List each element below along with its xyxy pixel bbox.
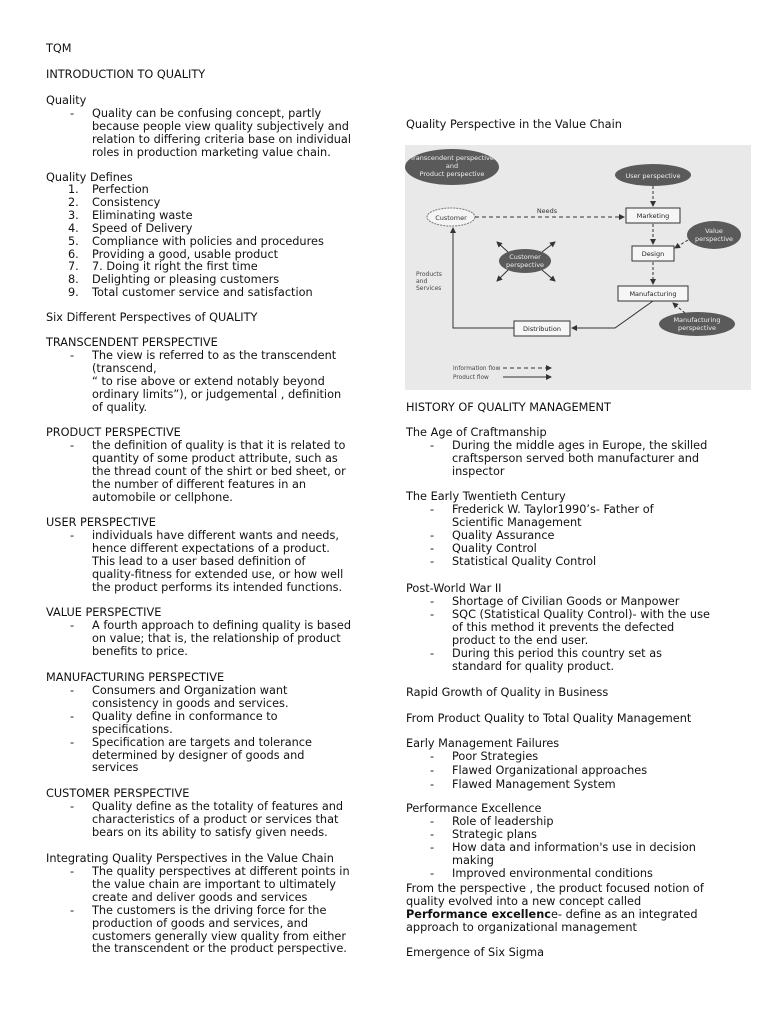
list-item: 6. Providing a good, usable product	[68, 247, 279, 261]
rapid-growth-heading: Rapid Growth of Quality in Business	[406, 686, 609, 699]
list-item: 8. Delighting or pleasing customers	[68, 273, 280, 287]
postwar-bullets: - Shortage of Civilian Goods or Manpower - SQC (Statistical Quality Control)- with the use of this method it prevents the defected product to the end user. - During this period this country set as standard for quality product.	[430, 595, 710, 673]
products-services-text: Services	[416, 285, 442, 292]
failures-bullets	[406, 751, 647, 792]
list-item: 7. 7. Doing it right the first time	[68, 260, 258, 274]
performance-excellence-bold: Performance excellenc	[406, 907, 551, 921]
value-perspective-text: Value	[705, 227, 723, 235]
value-bullet: - A fourth approach to defining quality is based on value; that is, the relationship of product benefits to price.	[70, 619, 351, 658]
list-item: 1. Perfection	[68, 183, 149, 196]
customer-perspective-text: perspective	[505, 261, 545, 269]
craftsmanship-heading: The Age of Craftmanship	[406, 426, 547, 439]
twentieth-heading: The Early Twentieth Century	[406, 490, 566, 503]
transcendent-text: and	[445, 162, 459, 170]
craftsmanship-bullet: - During the middle ages in Europe, the skilled craftsperson served both manufacturer and inspector	[430, 439, 708, 478]
user-perspective-text: User perspective	[625, 172, 681, 180]
customer-perspective-text: Customer	[509, 253, 541, 261]
marketing-text: Marketing	[636, 212, 670, 220]
manufacturing-bullets: - Consumers and Organization want consistency in goods and services. - Quality define in conformance to specifications. - Specification are targets and tolerance determined by designer of goods and services	[70, 684, 312, 775]
products-services-text: Products	[416, 271, 442, 278]
defines-list	[46, 184, 324, 300]
customer-bullet: - Quality define as the totality of features and characteristics of a product or services that bears on its ability to satisfy given needs.	[70, 800, 344, 839]
design-text: Design	[641, 250, 665, 258]
doc-title: TQM	[46, 42, 72, 55]
value-perspective-text: perspective	[694, 235, 734, 243]
transcendent-heading: TRANSCENDENT PERSPECTIVE	[46, 336, 218, 349]
manufacturing-perspective-text: Manufacturing	[673, 316, 721, 324]
list-item: 9. Total customer service and satisfaction	[68, 286, 313, 300]
product-heading: PRODUCT PERSPECTIVE	[46, 426, 181, 439]
user-bullet: - individuals have different wants and needs, hence different expectations of a product. This lead to a user based definition of quality-fitness for extended use, or how well the product performs its intended functions.	[70, 529, 344, 594]
customer-heading: CUSTOMER PERSPECTIVE	[46, 787, 190, 800]
needs-text: Needs	[536, 207, 558, 215]
list-item: 3. Eliminating waste	[68, 208, 193, 222]
quality-bullet: - Quality can be confusing concept, partly because people view quality subjectively and relation to differing criteria base on individual roles in production marketing value chain.	[70, 107, 351, 159]
list-item: 2. Consistency	[68, 195, 161, 209]
figure-caption: Quality Perspective in the Value Chain	[406, 118, 622, 131]
postwar-heading: Post-World War II	[406, 582, 502, 595]
defines-label: Quality Defines	[46, 171, 133, 184]
integrating-bullets: - The quality perspectives at different points in the value chain are important to ultimately create and deliver goods and services - The customers is the driving force for the production of goods and services, and customers generally view quality from either the transcendent or the product perspective.	[70, 865, 350, 956]
manufacturing-text: Manufacturing	[629, 290, 677, 298]
distribution-text: Distribution	[523, 325, 561, 333]
performance-heading: Performance Excellence	[406, 802, 542, 815]
manufacturing-heading: MANUFACTURING PERSPECTIVE	[46, 671, 225, 684]
list-item: - Flawed Management System	[430, 777, 616, 791]
info-flow-text: Information flow	[453, 366, 501, 372]
from-product-heading: From Product Quality to Total Quality Management	[406, 712, 692, 725]
integrating-heading: Integrating Quality Perspectives in the Value Chain	[46, 852, 334, 865]
transcendent-text: Product perspective	[419, 170, 485, 178]
customer-text: Customer	[435, 214, 467, 222]
list-item: - Flawed Organizational approaches	[430, 763, 648, 777]
quality-label: Quality	[46, 94, 87, 107]
product-bullet: - the definition of quality is that it is related to quantity of some product attribute, such as the thread count of the shirt or bed sheet, or the number of different features in an automobile or cellphone.	[70, 439, 346, 504]
products-services-text: and	[416, 278, 428, 285]
performance-paragraph: From the perspective , the product focused notion of quality evolved into a new concept called Performance excellence- define as an integrated approach to organizational management	[406, 882, 704, 934]
six-perspectives-heading: Six Different Perspectives of QUALITY	[46, 311, 258, 324]
failures-heading: Early Management Failures	[406, 737, 560, 750]
history-heading: HISTORY OF QUALITY MANAGEMENT	[406, 401, 611, 414]
performance-bullets: - Role of leadership - Strategic plans - How data and information's use in decision making - Improved environmental conditions	[430, 815, 696, 880]
transcendent-bullet: - The view is referred to as the transcendent (transcend, “ to rise above or extend notably beyond ordinary limits”), or judgemental , definition of quality.	[70, 349, 342, 414]
manufacturing-perspective-text: perspective	[677, 324, 717, 332]
twentieth-bullets: - Frederick W. Taylor1990’s- Father of Scientific Management - Quality Assurance - Quality Control - Statistical Quality Control	[430, 503, 654, 568]
value-chain-figure	[405, 145, 751, 390]
value-heading: VALUE PERSPECTIVE	[46, 606, 162, 619]
list-item: - Poor Strategies	[430, 750, 539, 763]
user-heading: USER PERSPECTIVE	[46, 516, 156, 529]
intro-heading: INTRODUCTION TO QUALITY	[46, 68, 206, 81]
product-flow-text: Product flow	[453, 375, 489, 381]
transcendent-text: Transcendent perspective	[410, 154, 494, 162]
list-item: 5. Compliance with policies and procedures	[68, 234, 324, 248]
six-sigma-heading: Emergence of Six Sigma	[406, 946, 545, 959]
list-item: 4. Speed of Delivery	[68, 221, 193, 235]
